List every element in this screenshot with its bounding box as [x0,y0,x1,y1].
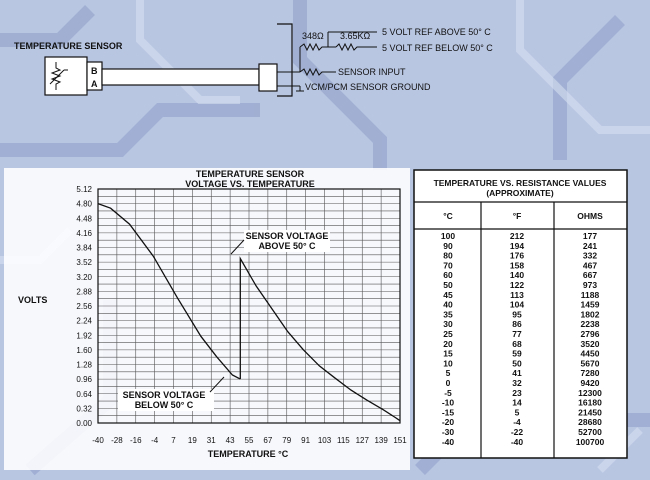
pcm-module [277,24,292,96]
table-cell-celsius: 10 [443,358,453,369]
table-cell-ohms: 5670 [580,358,600,369]
table-cell-ohms: 177 [582,231,598,241]
x-tick-label: 103 [317,436,332,445]
table-cell-fahrenheit: 140 [509,270,525,281]
y-axis-label: VOLTS [18,295,48,305]
table-cell-celsius: -20 [441,417,455,428]
table-cell-ohms: 12300 [578,387,602,398]
y-tick-labels [76,185,92,428]
ground-label: VCM/PCM SENSOR GROUND [305,82,431,92]
resistor-1-label: 348Ω [302,31,324,41]
table-cell-ohms: 100700 [575,436,605,447]
table-cell-celsius: 80 [443,250,453,261]
table-cell-celsius: 30 [443,319,453,330]
pcm-connector [259,64,277,91]
table-cell-fahrenheit: 32 [512,378,522,388]
y-tick-label: 3.20 [76,272,92,282]
table-cell-celsius: 50 [443,280,453,290]
x-tick-label: 7 [171,436,176,445]
table-title: TEMPERATURE VS. RESISTANCE VALUES [433,178,607,188]
y-tick-label: 0.32 [76,404,92,414]
table-cell-ohms: 1188 [580,289,600,300]
table-cell-ohms: 332 [582,250,598,261]
table-cell-ohms: 973 [582,280,598,290]
x-tick-label: 67 [263,436,273,445]
table-header-ohms: OHMS [577,211,603,221]
x-tick-label: -40 [92,436,104,445]
x-tick-label: 139 [374,436,388,445]
sensor-input-label: SENSOR INPUT [338,67,406,77]
table-cell-fahrenheit: 77 [512,329,522,339]
table-cell-fahrenheit: -40 [510,436,524,447]
table-cell-fahrenheit: 104 [509,299,525,310]
table-cell-ohms: 1802 [580,309,600,320]
annotation-above-line2: ABOVE 50° C [258,241,316,251]
table-cell-ohms: 4450 [580,348,600,359]
x-tick-labels [92,436,407,445]
annotation-above [231,230,330,254]
y-tick-label: 0.96 [76,375,92,385]
y-tick-label: 4.48 [76,214,92,224]
table-cell-fahrenheit: -22 [510,427,524,437]
x-tick-label: -4 [151,436,159,445]
x-tick-label: 31 [206,436,216,445]
y-tick-label: 3.52 [76,258,92,268]
y-tick-label: 5.12 [76,185,92,194]
table-cell-celsius: 15 [443,348,453,359]
annotation-below-line1: SENSOR VOLTAGE [122,390,206,400]
x-axis-label: TEMPERATURE °C [207,449,289,459]
table-cell-ohms: 7280 [580,368,600,379]
chart-background [4,168,410,470]
y-tick-label: 4.16 [76,228,92,238]
table-cell-celsius: 40 [443,299,453,310]
table-cell-celsius: 0 [445,378,451,388]
table-cell-fahrenheit: 68 [512,338,522,349]
table-cell-fahrenheit: 59 [512,348,522,359]
y-tick-label: 1.28 [76,360,92,370]
x-tick-label: -16 [129,436,142,445]
table-cell-celsius: -10 [441,397,455,408]
chart-subtitle: VOLTAGE VS. TEMPERATURE [185,179,315,189]
table-cell-celsius: -30 [441,427,455,437]
table-cell-celsius: 25 [443,329,453,339]
table-cell-ohms: 52700 [578,427,602,437]
annotation-above-line1: SENSOR VOLTAGE [245,231,329,241]
table-cell-celsius: -5 [444,387,452,398]
table-header-celsius: °C [443,211,453,221]
table-cell-fahrenheit: 158 [509,260,525,271]
pin-a-label: A [91,79,98,89]
table-cell-fahrenheit: -4 [513,417,521,428]
table-cell-celsius: 35 [443,309,453,320]
x-tick-label: 91 [301,436,311,445]
resistance-table [414,170,627,458]
x-tick-label: 115 [336,436,350,445]
x-tick-label: 19 [187,436,197,445]
x-tick-label: 55 [244,436,254,445]
circuit-schematic [14,24,493,96]
chart-title: TEMPERATURE SENSOR [195,169,305,179]
table-cell-celsius: 45 [443,289,453,300]
table-cell-ohms: 21450 [578,407,602,418]
y-tick-label: 4.80 [76,199,92,209]
sensor-body [45,57,87,95]
table-cell-fahrenheit: 212 [509,231,525,241]
table-cell-fahrenheit: 95 [512,309,522,320]
table-cell-celsius: -15 [441,407,455,418]
table-cell-ohms: 3520 [580,338,600,349]
table-subtitle: (APPROXIMATE) [486,188,554,198]
annotation-below-line2: BELOW 50° C [134,400,194,410]
table-cell-fahrenheit: 113 [510,289,524,300]
table-cell-ohms: 667 [582,270,598,281]
pin-b-label: B [91,66,98,76]
x-tick-label: -28 [111,436,123,445]
y-tick-label: 2.24 [76,316,92,326]
table-cell-ohms: 241 [582,240,598,251]
table-cell-fahrenheit: 50 [512,358,522,369]
table-cell-celsius: 100 [440,231,456,241]
table-cell-fahrenheit: 14 [512,397,522,408]
table-cell-ohms: 16180 [578,397,602,408]
wiring-harness [102,69,259,85]
x-tick-label: 151 [393,436,407,445]
table-cell-celsius: 90 [443,240,453,251]
table-cell-celsius: 70 [443,260,453,271]
table-cell-ohms: 28680 [578,417,602,428]
table-cell-fahrenheit: 86 [512,319,522,330]
table-cell-celsius: -40 [441,436,455,447]
y-tick-label: 2.88 [76,287,92,297]
table-cell-ohms: 9420 [580,378,600,388]
x-tick-label: 43 [225,436,235,445]
table-header-fahrenheit: °F [512,211,522,221]
y-tick-label: 0.00 [76,419,92,428]
table-cell-ohms: 1459 [580,299,600,310]
resistor-2-label: 3.65KΩ [340,31,371,41]
ref-above-label: 5 VOLT REF ABOVE 50° C [382,27,491,37]
table-cell-celsius: 60 [443,270,453,281]
table-cell-ohms: 2796 [580,329,600,339]
y-tick-label: 3.84 [76,243,92,253]
y-tick-label: 1.60 [76,345,92,355]
y-tick-label: 2.56 [76,302,92,311]
table-cell-fahrenheit: 5 [514,407,520,418]
table-cell-celsius: 5 [445,368,451,379]
x-tick-label: 79 [282,436,292,445]
table-cell-celsius: 20 [443,338,453,349]
y-tick-label: 1.92 [76,331,92,341]
chart-panel [4,168,410,470]
y-tick-label: 0.64 [76,389,92,399]
table-cell-fahrenheit: 194 [509,240,525,251]
ref-below-label: 5 VOLT REF BELOW 50° C [382,43,493,53]
table-cell-ohms: 467 [582,260,598,271]
table-cell-fahrenheit: 176 [509,250,525,261]
table-cell-fahrenheit: 122 [509,280,525,290]
table-cell-fahrenheit: 41 [512,368,522,379]
sensor-title: TEMPERATURE SENSOR [14,41,123,51]
x-tick-label: 127 [355,436,369,445]
table-cell-fahrenheit: 23 [512,387,522,398]
table-cell-ohms: 2238 [580,319,600,330]
